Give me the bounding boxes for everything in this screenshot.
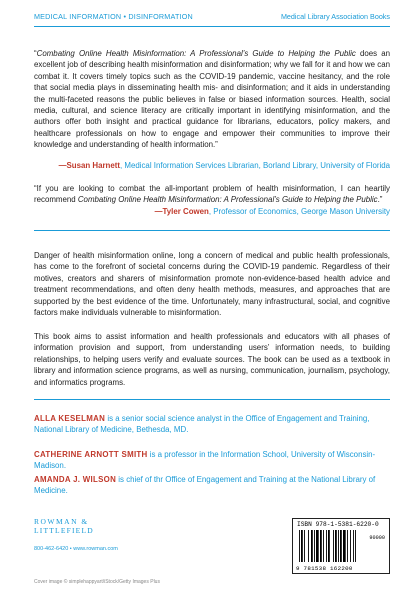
quote-2-lead: “If you are looking to combat the all-important problem of health misinformation, I can heartily recommend (34, 184, 390, 205)
header-bar (0, 0, 420, 28)
isbn-number: ISBN 978-1-5381-6220-0 (297, 521, 379, 528)
quote-2-attribution (155, 206, 390, 217)
cover-image-credit: Cover image © simplehappyart/iStock/Getty Images Plus (34, 579, 160, 585)
reviewer-name: —Tyler Cowen (154, 207, 209, 216)
reviewer-role: , Professor of Economics, George Mason University (208, 207, 390, 216)
publisher-logo: ROWMAN & LITTLEFIELD (34, 517, 94, 535)
author-bio: ALLA KESELMAN is a senior social science analyst in the Office of Engagement and Training, National Library of Medicine, Bethesda, MD. (34, 414, 370, 435)
category-label: MEDICAL INFORMATION • DISINFORMATION (34, 12, 193, 21)
author-bio: AMANDA J. WILSON is chief of thr Office of Engagement and Training at the National Library of Medicine. (34, 475, 376, 496)
quote-1-text: does an excellent job of describing health misinformation and disinformation; why we fall for it and how we can combat it. It covers timely topics such as the COVID-19 pandemic, vaccine hesitancy, and the role that social media plays in disseminating health mis- and disinformation; and it aids in understanding the multi-faceted reasons the public believes in false or biased information sources. Health, social media, cultural, and science literacy are critically important in identifying misinformation, and the authors offer both insight and practical guidance for librarians, educators, policy makers, and healthcare professionals on how to engage and empower their communities to improve their knowledge and understanding of health information.” (34, 49, 390, 150)
author-name: CATHERINE ARNOTT SMITH (34, 450, 148, 459)
publisher-contact: 800-462-6420 • www.rowman.com (34, 546, 118, 552)
isbn-barcode (292, 518, 390, 574)
header-divider (34, 26, 390, 27)
section-divider (34, 230, 390, 231)
price-code: 90000 (369, 535, 385, 541)
author-name: AMANDA J. WILSON (34, 475, 117, 484)
reviewer-name: —Susan Harnett (58, 161, 120, 170)
publisher-series-label: Medical Library Association Books (280, 12, 390, 21)
book-title-italic: Combating Online Health Misinformation: A Professional’s Guide to Helping the Public (36, 49, 356, 58)
description-paragraph: Danger of health misinformation online, long a concern of medical and public health professionals, has come to the forefront of societal concerns during the COVID-19 pandemic. Regardless of their motives, creators and sharers of misinformation promote non-evidence-based health advice and treatment recommendations, and often deny health methods, measures, and approaches that are supported by the best evidence of the time. Unfortunately, many infrastructural, social, and cognitive factors make individuals vulnerable to misinformation. (34, 251, 390, 318)
barcode-digits: 9 781538 162200 (296, 565, 353, 572)
section-divider (34, 399, 390, 400)
author-bio: CATHERINE ARNOTT SMITH is a professor in the Information School, University of Wisconsin-Madison. (34, 450, 376, 471)
author-name: ALLA KESELMAN (34, 414, 106, 423)
review-quote-2: “If you are looking to combat the all-important problem of health misinformation, I can heartily recommend Combating Online Health Misinformation: A Professional’s Guide to Helping the Public.” (34, 184, 390, 205)
book-title-italic: Combating Online Health Misinformation: A Professional’s Guide to Helping the Public (77, 195, 378, 205)
reviewer-role: , Medical Information Services Librarian, Borland Library, University of Florida (120, 161, 390, 170)
quote-1-attribution (59, 160, 390, 171)
review-quote-1: “Combating Online Health Misinformation: A Professional’s Guide to Helping the Public does an excellent job of describing health misinformation and disinformation; why we fall for it and how we can combat it. It covers timely topics such as the COVID-19 pandemic, vaccine hesitancy, and the role that social media plays in disseminating health mis- and disinformation; and it aids in understanding the multi-faceted reasons the public believes in false or biased information sources. Health, social media, cultural, and science literacy are critically important in identifying misinformation, and the authors offer both insight and practical guidance for librarians, educators, policy makers, and healthcare professionals on how to engage and empower their communities to improve their knowledge and understanding of health information.” (34, 49, 390, 150)
description-paragraph: This book aims to assist information and health professionals and educators with all phases of information provision and support, from understanding users’ information needs, to building relationships, to helping users verify and evaluate sources. The book can be used as a textbook in library and information science programs, as well as nursing, communication, journalism, psychology, and informatics programs. (34, 332, 390, 387)
